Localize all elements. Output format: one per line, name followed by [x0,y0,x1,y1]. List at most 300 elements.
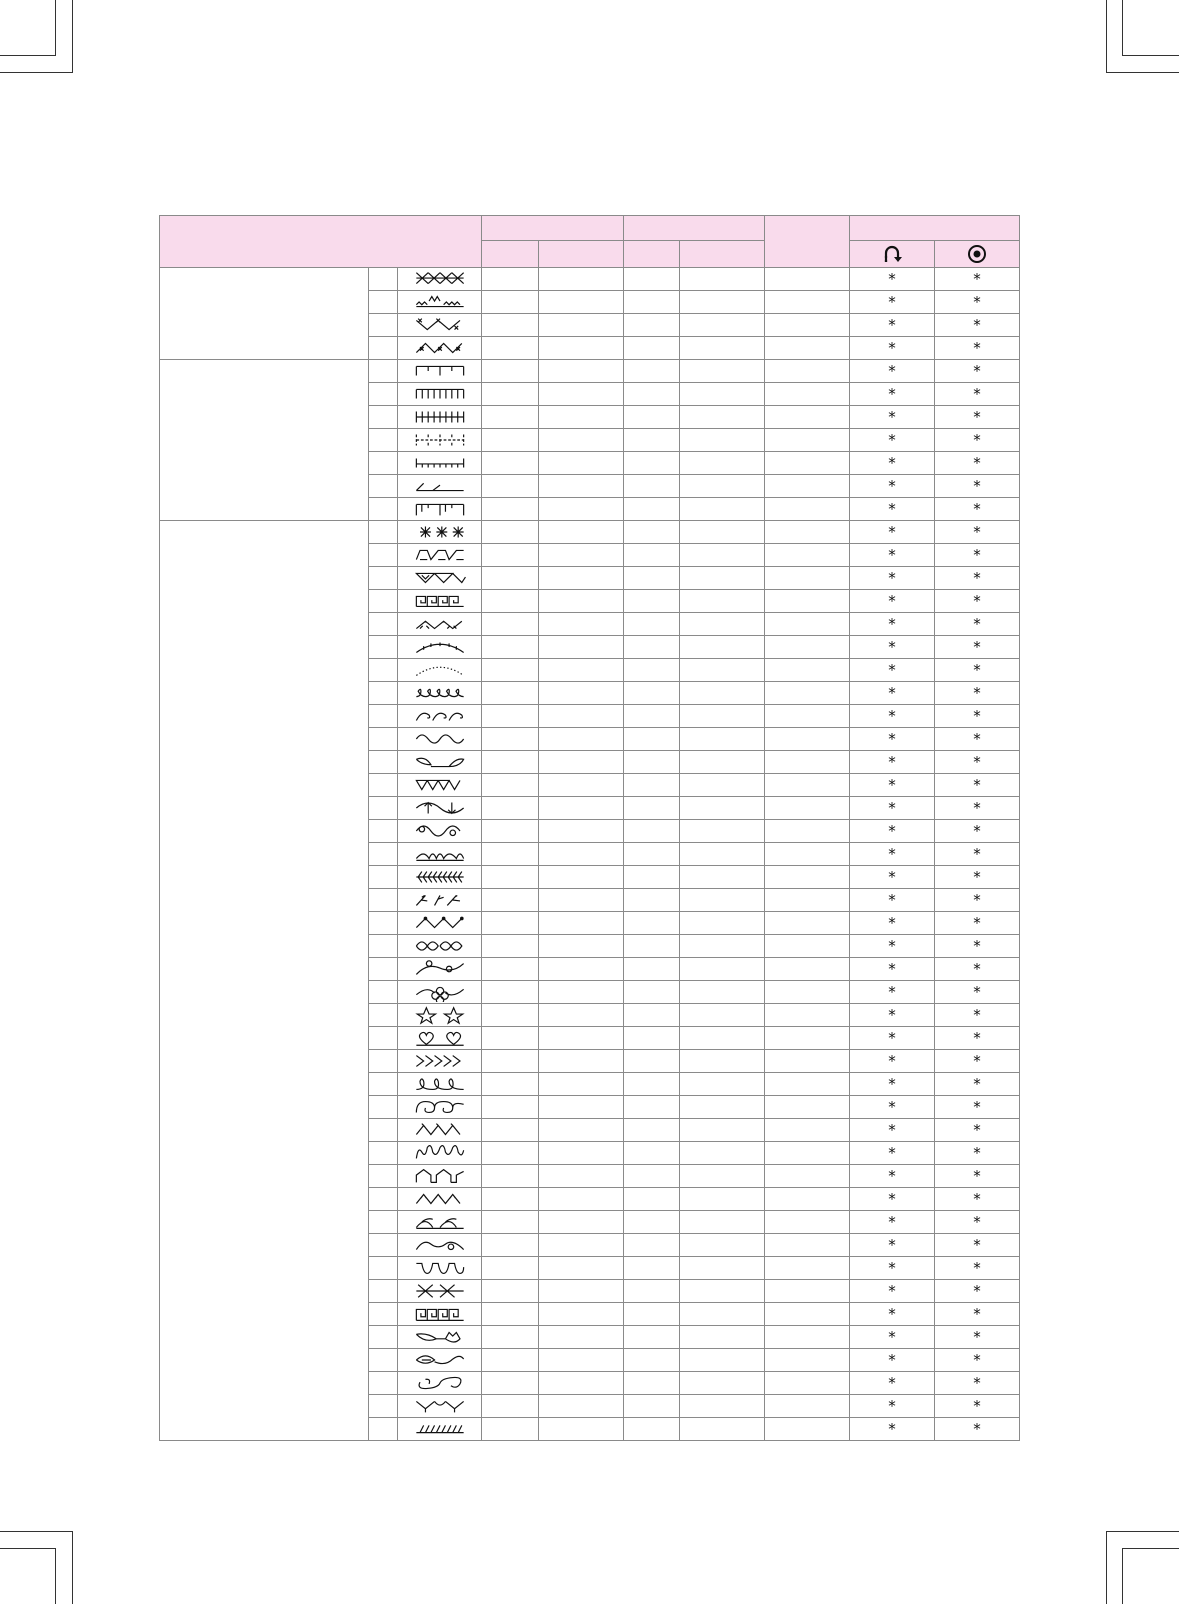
width-auto-cell [482,866,539,889]
pattern-cell [398,475,482,498]
pattern-cell [398,1257,482,1280]
reverse-cell: * [850,1280,935,1303]
presser-foot-cell [765,590,850,613]
length-manual-cell [680,797,765,820]
reverse-cell: * [850,705,935,728]
header-reverse [850,241,935,268]
reverse-cell: * [850,544,935,567]
reverse-cell: * [850,498,935,521]
width-auto-cell [482,682,539,705]
category-cell-decorative [160,521,369,1441]
pattern-cell [398,1188,482,1211]
width-manual-cell [539,521,624,544]
stitch-number-cell [369,912,398,935]
length-manual-cell [680,406,765,429]
length-manual-cell [680,1257,765,1280]
width-auto-cell [482,613,539,636]
pattern-cell [398,1096,482,1119]
crop-mark [0,1548,56,1549]
length-auto-cell [624,452,680,475]
pattern-cell [398,958,482,981]
length-auto-cell [624,314,680,337]
header-width-auto [482,241,539,268]
reverse-cell: * [850,935,935,958]
crop-mark [1122,1548,1123,1604]
presser-foot-cell [765,705,850,728]
flower-vine-pattern-icon [410,982,470,1002]
reverse-cell: * [850,1257,935,1280]
width-manual-cell [539,912,624,935]
presser-foot-cell [765,866,850,889]
width-auto-cell [482,291,539,314]
width-manual-cell [539,1303,624,1326]
width-manual-cell [539,1418,624,1441]
reverse-cell: * [850,751,935,774]
width-manual-cell [539,268,624,291]
pattern-cell [398,659,482,682]
stitch-number-cell [369,1372,398,1395]
pattern-cell [398,291,482,314]
reverse-cell: * [850,337,935,360]
width-manual-cell [539,1372,624,1395]
width-auto-cell [482,1050,539,1073]
chevrons-pattern-icon [410,1051,470,1071]
width-auto-cell [482,1188,539,1211]
reverse-cell: * [850,958,935,981]
pattern-cell [398,406,482,429]
width-manual-cell [539,1395,624,1418]
reverse-cell: * [850,774,935,797]
reinforcement-cell: * [935,866,1020,889]
pattern-cell [398,337,482,360]
width-auto-cell [482,728,539,751]
width-auto-cell [482,1096,539,1119]
length-auto-cell [624,705,680,728]
reverse-cell: * [850,912,935,935]
tree-peaks-pattern-icon [410,1189,470,1209]
reverse-cell: * [850,1395,935,1418]
crop-mark [1122,0,1123,56]
pattern-cell [398,544,482,567]
presser-foot-cell [765,268,850,291]
width-manual-cell [539,1142,624,1165]
presser-foot-cell [765,613,850,636]
reinforcement-cell: * [935,406,1020,429]
length-auto-cell [624,1257,680,1280]
pattern-cell [398,268,482,291]
pattern-cell [398,1234,482,1257]
header-stitch-length [624,216,765,241]
length-auto-cell [624,1326,680,1349]
header-functions [850,216,1020,241]
pattern-cell [398,1027,482,1050]
square-wave-pattern-icon [410,1258,470,1278]
feather-branch-pattern-icon [410,1419,470,1439]
reinforcement-cell: * [935,636,1020,659]
stitch-number-cell [369,659,398,682]
curls-pattern-icon [410,1074,470,1094]
crop-mark [1106,72,1179,73]
reverse-cell: * [850,521,935,544]
wave-cross-pattern-icon [410,338,470,358]
reverse-cell: * [850,728,935,751]
presser-foot-cell [765,1234,850,1257]
length-auto-cell [624,1165,680,1188]
tulips-pattern-icon [410,775,470,795]
double-cross-pattern-icon [410,292,470,312]
reinforcement-stitch-icon [967,244,987,264]
reverse-cell: * [850,1211,935,1234]
reverse-cell: * [850,1188,935,1211]
width-manual-cell [539,958,624,981]
reverse-cell: * [850,314,935,337]
reverse-cell: * [850,889,935,912]
length-manual-cell [680,337,765,360]
crop-mark [0,55,56,56]
length-manual-cell [680,981,765,1004]
bump-wave-pattern-icon [410,1235,470,1255]
reverse-cell: * [850,360,935,383]
crop-mark [0,1531,73,1532]
width-auto-cell [482,889,539,912]
length-manual-cell [680,912,765,935]
pattern-cell [398,567,482,590]
width-auto-cell [482,843,539,866]
header-reinforcement [935,241,1020,268]
reverse-reinforcement-icon [881,244,903,264]
width-auto-cell [482,1303,539,1326]
leaves-pattern-icon [410,752,470,772]
pattern-cell [398,314,482,337]
presser-foot-cell [765,1004,850,1027]
width-manual-cell [539,337,624,360]
pattern-cell [398,912,482,935]
length-manual-cell [680,360,765,383]
width-manual-cell [539,1119,624,1142]
reverse-cell: * [850,1142,935,1165]
reinforcement-cell: * [935,291,1020,314]
length-manual-cell [680,751,765,774]
stitch-number-cell [369,1303,398,1326]
length-manual-cell [680,866,765,889]
table-row [160,360,1020,383]
width-manual-cell [539,659,624,682]
presser-foot-cell [765,1096,850,1119]
presser-foot-cell [765,521,850,544]
length-manual-cell [680,268,765,291]
width-manual-cell [539,1234,624,1257]
width-manual-cell [539,1349,624,1372]
stitch-number-cell [369,636,398,659]
presser-foot-cell [765,337,850,360]
reinforcement-cell: * [935,452,1020,475]
presser-foot-cell [765,636,850,659]
stitch-number-cell [369,889,398,912]
width-auto-cell [482,1257,539,1280]
reinforcement-cell: * [935,1004,1020,1027]
reinforcement-cell: * [935,383,1020,406]
bud-vine-pattern-icon [410,821,470,841]
length-auto-cell [624,337,680,360]
header-length-manual [680,241,765,268]
width-auto-cell [482,1165,539,1188]
presser-foot-cell [765,429,850,452]
pattern-cell [398,1372,482,1395]
crop-mark [55,1548,56,1604]
width-auto-cell [482,981,539,1004]
presser-foot-cell [765,843,850,866]
reinforcement-cell: * [935,1142,1020,1165]
width-auto-cell [482,774,539,797]
circle-loops-pattern-icon [410,1097,470,1117]
mixed-comb-pattern-icon [410,499,470,519]
pattern-cell [398,1349,482,1372]
length-manual-cell [680,567,765,590]
reinforcement-cell: * [935,337,1020,360]
reverse-cell: * [850,1372,935,1395]
presser-foot-cell [765,981,850,1004]
stitch-number-cell [369,567,398,590]
stitch-number-cell [369,498,398,521]
stitch-number-cell [369,452,398,475]
scroll-pattern-icon [410,1373,470,1393]
reinforcement-cell: * [935,1418,1020,1441]
stitch-number-cell [369,1211,398,1234]
length-auto-cell [624,429,680,452]
reinforcement-cell: * [935,475,1020,498]
reinforcement-cell: * [935,1326,1020,1349]
width-manual-cell [539,1211,624,1234]
width-auto-cell [482,1395,539,1418]
header-width-manual [539,241,624,268]
stitch-number-cell [369,1257,398,1280]
width-auto-cell [482,268,539,291]
reinforcement-cell: * [935,774,1020,797]
comb-dense-pattern-icon [410,384,470,404]
width-manual-cell [539,981,624,1004]
comb-wide-pattern-icon [410,361,470,381]
stitch-number-cell [369,843,398,866]
reinforcement-cell: * [935,1234,1020,1257]
length-manual-cell [680,1280,765,1303]
peaks-pattern-icon [410,1120,470,1140]
pattern-cell [398,1280,482,1303]
reinforcement-cell: * [935,1395,1020,1418]
reverse-cell: * [850,1050,935,1073]
width-auto-cell [482,360,539,383]
feather-zigzag-pattern-icon [410,614,470,634]
reverse-cell: * [850,429,935,452]
loops-tall-pattern-icon [410,1143,470,1163]
asterisks-pattern-icon [410,522,470,542]
pattern-cell [398,429,482,452]
width-auto-cell [482,751,539,774]
stitch-number-cell [369,521,398,544]
stitch-number-cell [369,383,398,406]
stitch-number-cell [369,1050,398,1073]
reverse-cell: * [850,981,935,1004]
stitch-number-cell [369,958,398,981]
stitch-number-cell [369,1349,398,1372]
length-auto-cell [624,268,680,291]
length-manual-cell [680,1096,765,1119]
presser-foot-cell [765,1303,850,1326]
reinforcement-cell: * [935,544,1020,567]
leaf-pairs-pattern-icon [410,936,470,956]
presser-foot-cell [765,1073,850,1096]
reinforcement-cell: * [935,935,1020,958]
width-auto-cell [482,1142,539,1165]
stitch-number-cell [369,1188,398,1211]
reinforcement-cell: * [935,889,1020,912]
stitch-number-cell [369,774,398,797]
reinforcement-cell: * [935,1188,1020,1211]
width-auto-cell [482,636,539,659]
width-manual-cell [539,475,624,498]
reinforcement-cell: * [935,1372,1020,1395]
length-manual-cell [680,314,765,337]
length-auto-cell [624,590,680,613]
header-length-auto [624,241,680,268]
stitch-number-cell [369,797,398,820]
presser-foot-cell [765,1165,850,1188]
stitch-table-body [160,268,1020,1441]
arch-comb-pattern-icon [410,637,470,657]
stitch-number-cell [369,544,398,567]
length-auto-cell [624,1395,680,1418]
stitch-number-cell [369,1142,398,1165]
reverse-cell: * [850,567,935,590]
width-auto-cell [482,1418,539,1441]
width-manual-cell [539,866,624,889]
presser-foot-cell [765,1188,850,1211]
width-auto-cell [482,475,539,498]
reinforcement-cell: * [935,567,1020,590]
reverse-cell: * [850,383,935,406]
length-auto-cell [624,935,680,958]
length-auto-cell [624,613,680,636]
length-manual-cell [680,659,765,682]
width-manual-cell [539,705,624,728]
reinforcement-cell: * [935,613,1020,636]
dashed-ladder-pattern-icon [410,430,470,450]
width-auto-cell [482,705,539,728]
length-manual-cell [680,521,765,544]
length-manual-cell [680,613,765,636]
reinforcement-cell: * [935,1050,1020,1073]
xxx-cross-pattern-icon [410,269,470,289]
width-auto-cell [482,406,539,429]
width-manual-cell [539,314,624,337]
stitch-number-cell [369,337,398,360]
length-auto-cell [624,521,680,544]
length-auto-cell [624,866,680,889]
width-manual-cell [539,843,624,866]
length-auto-cell [624,820,680,843]
presser-foot-cell [765,659,850,682]
length-auto-cell [624,659,680,682]
stars-pattern-icon [410,1005,470,1025]
crop-mark [1122,1548,1179,1549]
length-manual-cell [680,958,765,981]
length-auto-cell [624,1418,680,1441]
reinforcement-cell: * [935,429,1020,452]
stitch-number-cell [369,475,398,498]
length-manual-cell [680,1372,765,1395]
presser-foot-cell [765,544,850,567]
reinforcement-cell: * [935,360,1020,383]
stitch-number-cell [369,935,398,958]
presser-foot-cell [765,360,850,383]
pattern-cell [398,1211,482,1234]
width-manual-cell [539,1096,624,1119]
crop-mark [1106,1531,1107,1604]
pattern-cell [398,1303,482,1326]
birds-pattern-icon [410,1212,470,1232]
presser-foot-cell [765,314,850,337]
length-manual-cell [680,1395,765,1418]
stitch-number-cell [369,682,398,705]
presser-foot-cell [765,498,850,521]
width-auto-cell [482,314,539,337]
width-manual-cell [539,774,624,797]
presser-foot-cell [765,1395,850,1418]
reinforcement-cell: * [935,797,1020,820]
length-auto-cell [624,1234,680,1257]
width-manual-cell [539,1050,624,1073]
reinforcement-cell: * [935,912,1020,935]
pattern-cell [398,1119,482,1142]
width-manual-cell [539,291,624,314]
presser-foot-cell [765,728,850,751]
length-manual-cell [680,1418,765,1441]
length-manual-cell [680,1303,765,1326]
reverse-cell: * [850,475,935,498]
presser-foot-cell [765,1280,850,1303]
zigzag-nodes-pattern-icon [410,913,470,933]
stitch-number-cell [369,1119,398,1142]
ladder-pattern-icon [410,407,470,427]
length-manual-cell [680,843,765,866]
pattern-cell [398,1142,482,1165]
crop-mark [1106,0,1107,73]
pattern-cell [398,935,482,958]
length-manual-cell [680,1326,765,1349]
width-manual-cell [539,682,624,705]
wave-arrows-pattern-icon [410,798,470,818]
length-auto-cell [624,889,680,912]
reinforcement-cell: * [935,958,1020,981]
stitch-number-cell [369,429,398,452]
length-auto-cell [624,1188,680,1211]
presser-foot-cell [765,751,850,774]
length-manual-cell [680,1119,765,1142]
reinforcement-cell: * [935,1096,1020,1119]
pattern-cell [398,636,482,659]
reinforcement-cell: * [935,728,1020,751]
presser-foot-cell [765,567,850,590]
length-auto-cell [624,751,680,774]
reverse-cell: * [850,1418,935,1441]
crop-mark [72,1531,73,1604]
table-row [160,268,1020,291]
length-manual-cell [680,590,765,613]
leaf-curl-pattern-icon [410,1350,470,1370]
length-auto-cell [624,1073,680,1096]
reinforcement-cell: * [935,1211,1020,1234]
length-auto-cell [624,981,680,1004]
width-manual-cell [539,1004,624,1027]
